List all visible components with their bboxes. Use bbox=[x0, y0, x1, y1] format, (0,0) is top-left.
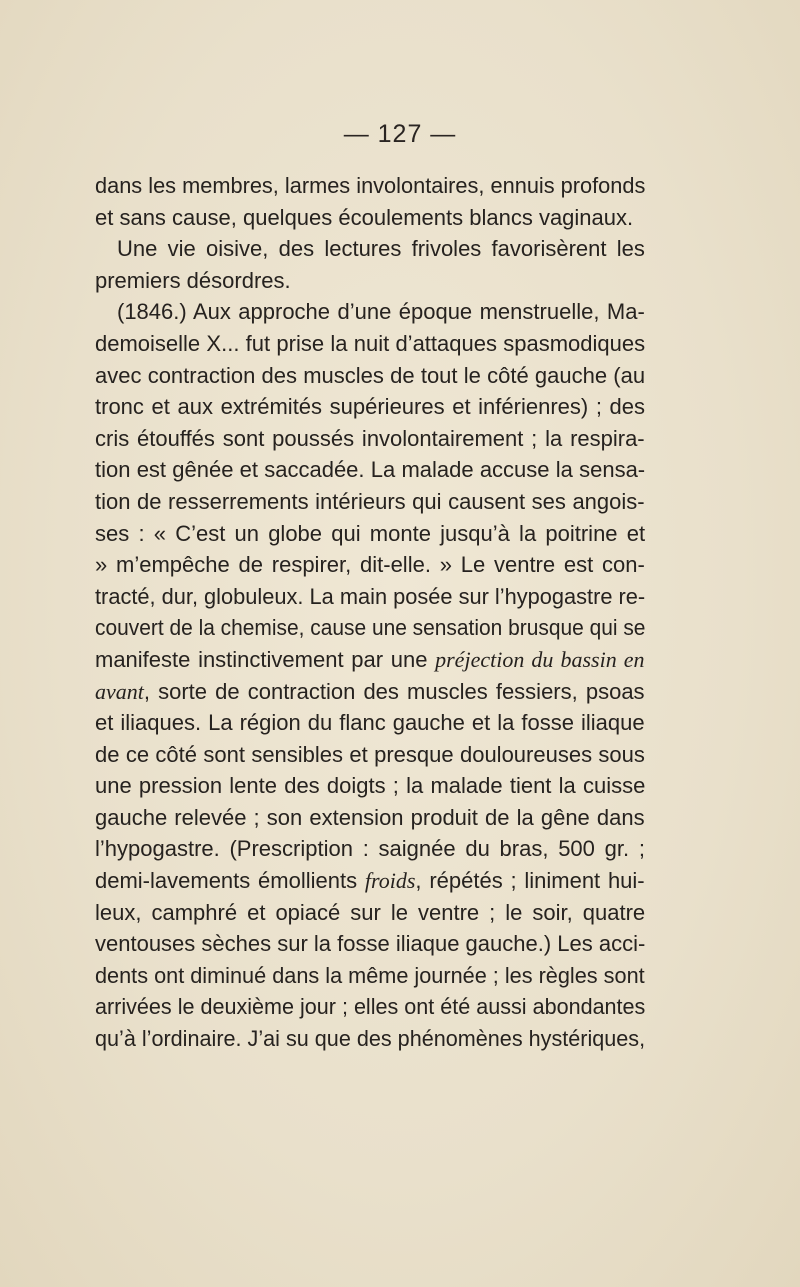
text-line: (1846.) Aux approche d’une époque menstruelle, Ma- bbox=[117, 299, 645, 325]
text-line: gauche relevée ; son extension produit de la gêne dans bbox=[95, 804, 645, 830]
text-line: et iliaques. La région du flanc gauche et la fosse iliaque bbox=[95, 710, 645, 736]
text-line: tracté, dur, globuleux. La main posée sur l’hypogastre re- bbox=[95, 583, 646, 609]
page-number: — 127 — bbox=[343, 120, 457, 148]
body-text bbox=[95, 170, 645, 1055]
italic-text: froids bbox=[364, 868, 416, 894]
text-line: Une vie oisive, des lectures frivoles favorisèrent les bbox=[117, 236, 645, 262]
text-line: dans les membres, larmes involontaires, ennuis profonds bbox=[95, 173, 646, 198]
text-line: et sans cause, quelques écoulements blancs vaginaux. bbox=[95, 204, 634, 230]
text-line: leux, camphré et opiacé sur le ventre ; le soir, quatre bbox=[95, 899, 646, 925]
text-line: qu’à l’ordinaire. J’ai su que des phénomènes hystériques, bbox=[95, 1026, 646, 1052]
text-line: dents ont diminué dans la même journée ; les règles sont bbox=[95, 962, 645, 988]
text-line: demoiselle X... fut prise la nuit d’attaques spasmodiques bbox=[95, 330, 646, 356]
text-line: avant, sorte de contraction des muscles fessiers, psoas bbox=[95, 678, 645, 704]
text-line: ses : « C’est un globe qui monte jusqu’à la poitrine et bbox=[95, 520, 646, 546]
text-line: de ce côté sont sensibles et presque douloureuses sous bbox=[95, 741, 645, 767]
text-line: premiers désordres. bbox=[95, 267, 291, 293]
italic-text: avant bbox=[95, 678, 144, 704]
text-line: cris étouffés sont poussés involontairement ; la respira- bbox=[95, 425, 645, 451]
text-line: demi-lavements émollients froids, répétés ; liniment hui- bbox=[95, 868, 645, 894]
text-line: ventouses sèches sur la fosse iliaque gauche.) Les acci- bbox=[95, 931, 646, 957]
text-line: avec contraction des muscles de tout le côté gauche (au bbox=[95, 362, 646, 388]
text-line: » m’empêche de respirer, dit-elle. » Le ventre est con- bbox=[95, 552, 645, 578]
text-line: arrivées le deuxième jour ; elles ont été aussi abondantes bbox=[95, 994, 646, 1020]
text-line: couvert de la chemise, cause une sensation brusque qui se bbox=[95, 615, 646, 641]
text-line: manifeste instinctivement par une préjection du bassin en bbox=[95, 646, 645, 672]
text-line: tion de resserrements intérieurs qui causent ses angois- bbox=[95, 488, 645, 514]
italic-text: préjection du bassin en bbox=[435, 646, 645, 672]
text-line: une pression lente des doigts ; la malade tient la cuisse bbox=[95, 773, 646, 799]
text-line: tronc et aux extrémités supérieures et inférienres) ; des bbox=[95, 394, 646, 420]
text-line: tion est gênée et saccadée. La malade accuse la sensa- bbox=[95, 457, 646, 483]
text-line: l’hypogastre. (Prescription : saignée du bras, 500 gr. ; bbox=[95, 836, 645, 862]
